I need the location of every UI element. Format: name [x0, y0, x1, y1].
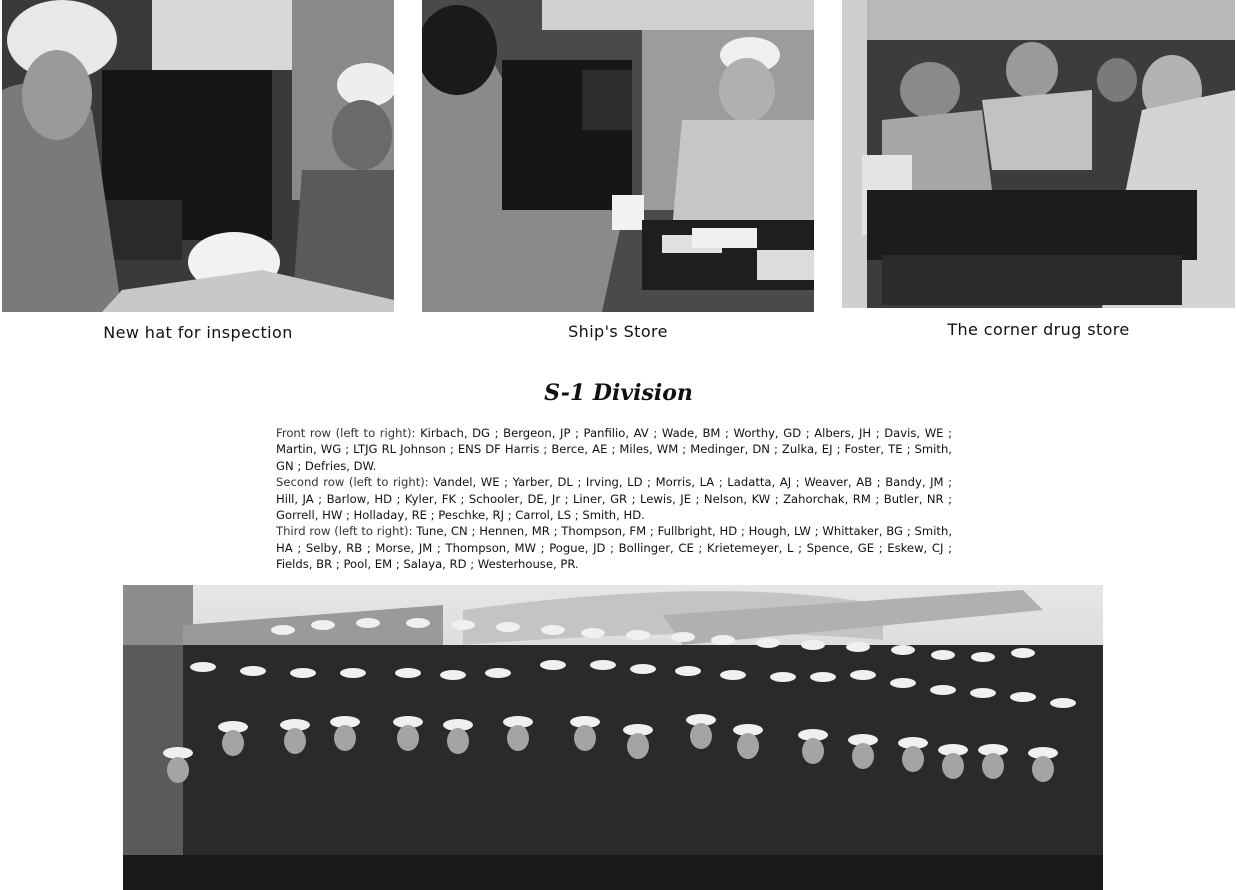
- roster-third-row: [276, 523, 952, 572]
- caption-new-hat: New hat for inspection: [103, 323, 293, 342]
- division-roster: [276, 425, 952, 573]
- roster-second-row: [276, 474, 952, 523]
- photo-ships-store: [422, 0, 814, 312]
- second-row-label: Second row (left to right):: [276, 475, 429, 490]
- caption-ships-store: Ship's Store: [568, 322, 668, 341]
- photo-corner-drug-store: [842, 0, 1235, 308]
- photo-new-hat-for-inspection: [2, 0, 394, 312]
- third-row-label: Third row (left to right):: [276, 524, 413, 539]
- division-title: S-1 Division: [544, 380, 693, 406]
- second-row-names: Vandel, WE ; Yarber, DL ; Irving, LD ; Morris, LA ; Ladatta, AJ ; Weaver, AB ; Bandy, JM ; Hill, JA ; Barlow, HD ; Kyler, FK ; Schooler, DE, Jr ; Liner, GR ; Lewis, JE ; Nelson, KW ; Zahorchak, RM ; Butler, NR ; Gorrell, HW ; Holladay, RE ; Peschke, RJ ; Carrol, LS ; Smith, HD.: [276, 475, 953, 523]
- photo-division-group: [123, 585, 1103, 890]
- group-photo-graphic: [123, 585, 1103, 890]
- third-row-names: Tune, CN ; Hennen, MR ; Thompson, FM ; Fullbright, HD ; Hough, LW ; Whittaker, BG ; Smith, HA ; Selby, RB ; Morse, JM ; Thompson, MW ; Pogue, JD ; Bollinger, CE ; Krietemeyer, L ; Spence, GE ; Eskew, CJ ; Fields, BR ; Pool, EM ; Salaya, RD ; Westerhouse, PR.: [276, 524, 953, 572]
- front-row-names: Kirbach, DG ; Bergeon, JP ; Panfilio, AV ; Wade, BM ; Worthy, GD ; Albers, JH ; Davis, WE ; Martin, WG ; LTJG RL Johnson ; ENS DF Harris ; Berce, AE ; Miles, WM ; Medinger, DN ; Zulka, EJ ; Foster, TE ; Smith, GN ; Defries, DW.: [276, 426, 953, 473]
- photo-ships-store-graphic: [422, 0, 814, 312]
- front-row-label: Front row (left to right):: [276, 426, 416, 440]
- roster-front-row: [276, 425, 952, 474]
- photo-new-hat-graphic: [2, 0, 394, 312]
- caption-corner-drug-store: The corner drug store: [947, 320, 1130, 339]
- photo-drug-store-graphic: [842, 0, 1235, 308]
